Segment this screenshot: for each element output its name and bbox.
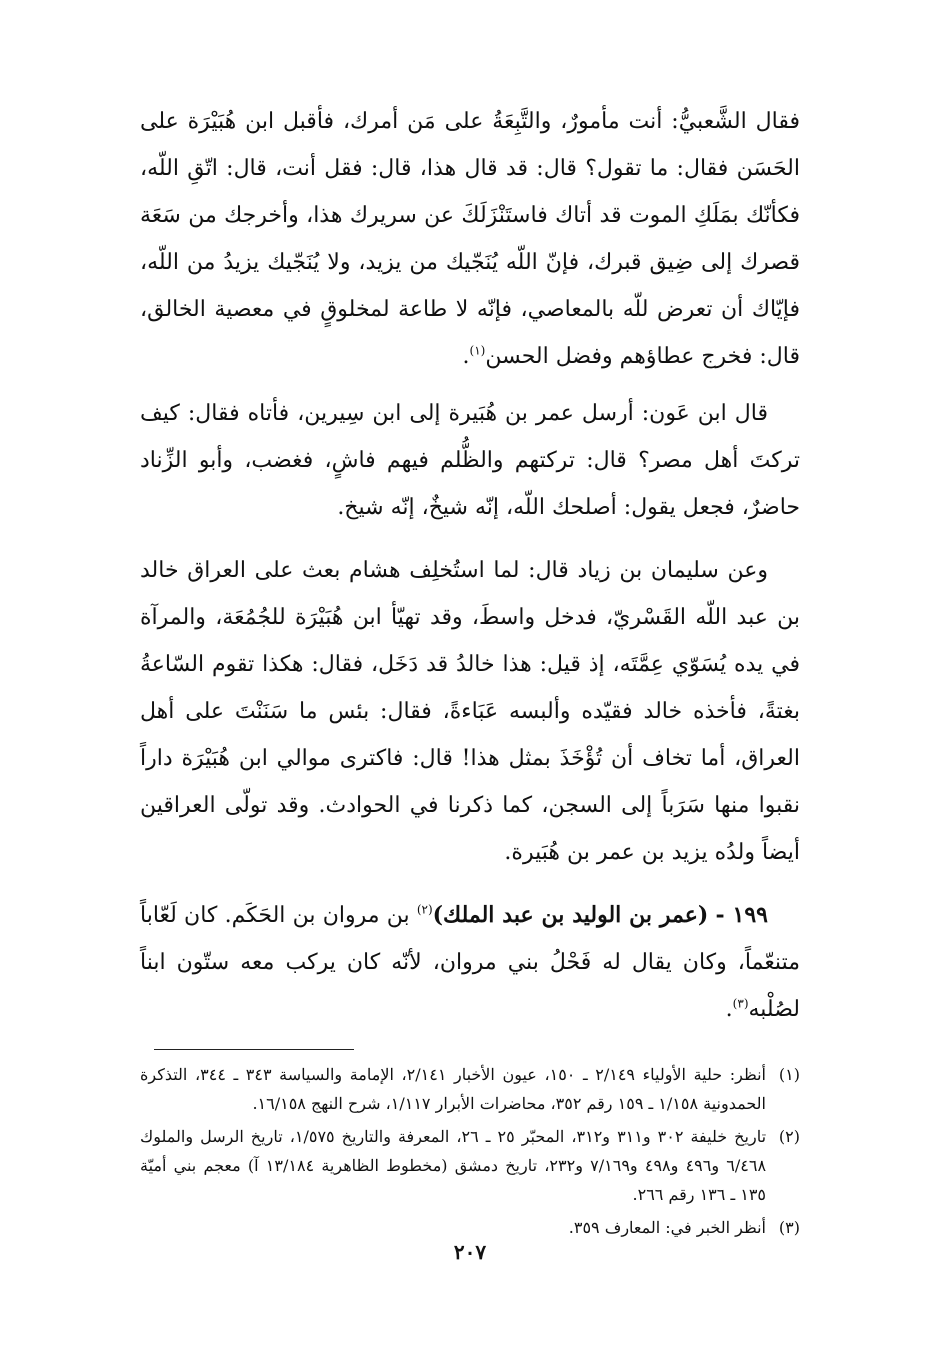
paragraph-3: وعن سليمان بن زياد قال: لما استُخلِف هشام بعث على العراق خالد بن عبد اللّه القَسْريّ، فدخل واسطَ، وقد تهيّأ ابن هُبَيْرَة للجُمُعَة، والمرآة في يده يُسَوّي عِمَّتَه، إذ قيل: هذا خالدُ قد دَخَل، فقال: هكذا تقوم السّاعةُ بغتةً، فأخذه خالد فقيّده وألبسه عَبَاءةً، فقال: بئس ما سَنَنْتَ على أهل العراق، أما تخاف أن تُؤْخَذَ بمثل هذا! قال: فاكترى موالي ابن هُبَيْرَة داراً نقبوا منها سَرَباً إلى السجن، كما ذكرنا في الحوادث. وقد تولّى العراقين أيضاً ولدُه يزيد بن عمر بن هُبَيرة.	[140, 558, 801, 865]
footnote-3	[140, 1213, 800, 1242]
paragraph-2: قال ابن عَون: أرسل عمر بن هُبَيرة إلى ابن سِيرين، فأتاه فقال: كيف تركتَ أهل مصر؟ قال: تركتهم والظُّلم فيهم فاشٍ، فغضب، وأبو الزِّناد حاضرٌ، فجعل يقول: أصلحك اللّه، إنّه شيخٌ، إنّه شيخ.	[140, 401, 800, 520]
footnote-number: (١)	[778, 1065, 800, 1084]
paragraph-1-text: فقال الشَّعبيُّ: أنت مأمورٌ، والتَّبِعَةُ على مَن أمرك، فأقبل ابن هُبَيْرَة على الحَسَن فقال: ما تقول؟ قال: قد قال هذا، قال: فقل أنت، قال: اتّقِ اللّه، فكأنّك بمَلَكِ الموت قد أتاك فاستَنْزَلَكَ عن سريرك هذا، وأخرجك من سَعَة قصرك إلى ضِيق قبرك، فإنّ اللّه يُنَجّيك من يزيد، ولا يُنَجّيك يزيدُ من اللّه، فإيّاك أن تعرض للّه بالمعاصي، فإنّه لا طاعة لمخلوقٍ في معصية الخالق، قال: فخرج عطاؤهم وفضل الحسن	[140, 109, 800, 369]
footnote-ref-1[interactable]: (١)	[469, 343, 486, 358]
paragraph-1	[140, 98, 800, 380]
footnote-text: أنظر: حلية الأولياء ٢/١٤٩ ـ ١٥٠، عيون الأخبار ٢/١٤١، الإمامة والسياسة ٣٤٣ ـ ٣٤٤، التذكرة الحمدونية ١/١٥٨ ـ ١٥٩ رقم ٣٥٢، محاضرات الأبرار ١/١١٧، شرح النهج ١٦/١٥٨.	[140, 1065, 767, 1113]
entry-paragraph	[140, 892, 800, 1033]
paragraph-1-end: .	[462, 344, 470, 369]
footnote-divider	[154, 1049, 354, 1050]
footnote-text: أنظر الخبر في: المعارف ٣٥٩.	[568, 1218, 766, 1237]
entry-number: ١٩٩ -	[715, 902, 768, 928]
entry-end: .	[725, 997, 733, 1022]
footnote-text: تاريخ خليفة ٣٠٢ و٣١١ و٣١٢، المحبّر ٢٥ ـ ٢٦، المعرفة والتاريخ ١/٥٧٥، تاريخ الرسل والملوك ٦/٤٦٨ و٤٩٦ و٤٩٨ و٧/١٦٩ و٢٣٢، تاريخ دمشق (مخطوط الظاهرية ١٣/١٨٤ آ) معجم بني أميّة ١٣٥ ـ ١٣٦ رقم ٢٦٦.	[140, 1127, 767, 1204]
entry-text: بن مروان بن الحَكَم. كان لَعّاباً متنعّماً، وكان يقال له فَحْلُ بني مروان، لأنّه كان يركب معه ستّون ابناً لصُلْبه	[140, 903, 800, 1022]
footnote-ref-2[interactable]: (٢)	[416, 902, 433, 917]
footnote-2	[140, 1122, 800, 1209]
page-number: ٢٠٧	[453, 1240, 487, 1264]
footnotes	[140, 1060, 800, 1242]
footnote-1	[140, 1060, 800, 1118]
entry-title: (عمر بن الوليد بن عبد الملك)	[432, 902, 709, 928]
footnote-ref-3[interactable]: (٣)	[732, 996, 749, 1011]
footnote-number: (٢)	[778, 1127, 800, 1146]
footnote-number: (٣)	[778, 1218, 800, 1237]
main-text	[140, 98, 800, 1033]
